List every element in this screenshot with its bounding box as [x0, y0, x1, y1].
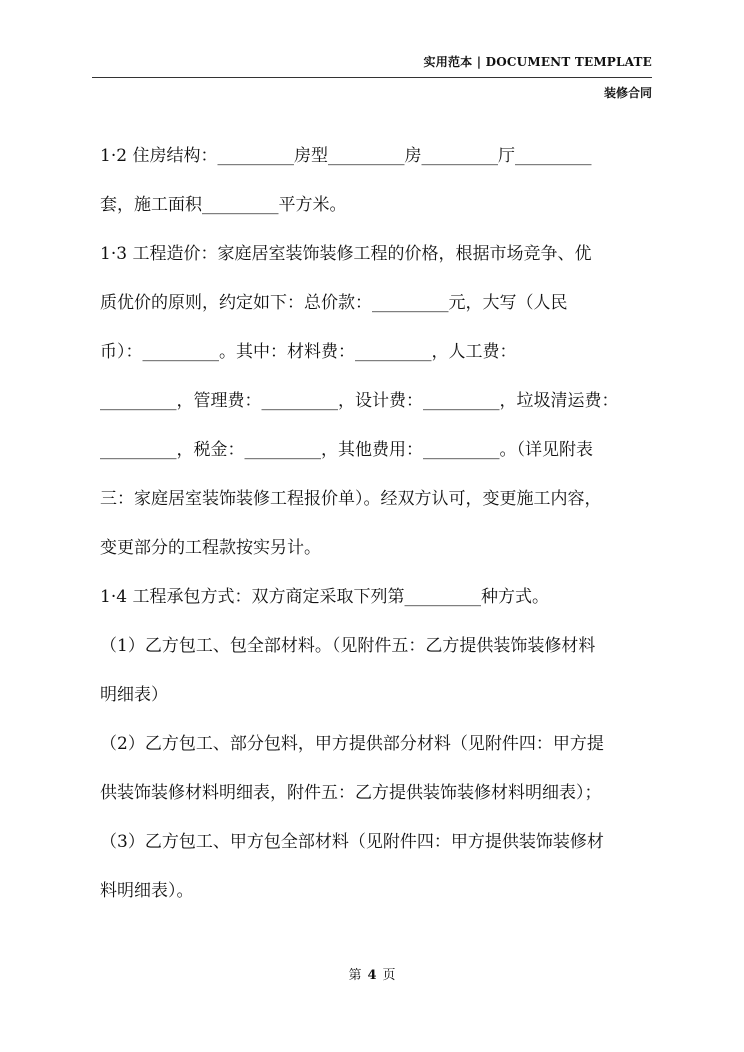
- option-2-line-1: （2）乙方包工、部分包料，甲方提供部分材料（见附件四：甲方提: [100, 734, 604, 754]
- page-footer: [0, 964, 744, 983]
- page-suffix: 页: [382, 968, 396, 983]
- option-2-line-2: 供装饰装修材料明细表，附件五：乙方提供装饰装修材料明细表）；: [100, 783, 602, 803]
- option-1-line-1: （1）乙方包工、包全部材料。（见附件五：乙方提供装饰装修材料: [100, 636, 596, 656]
- option-1-line-2: 明细表）: [100, 685, 168, 705]
- clause-1-3-line-5: _________，税金：_________，其他费用：_________。（详见附表: [100, 440, 593, 460]
- header-divider: [92, 77, 652, 78]
- option-3-line-2: 料明细表）。: [100, 881, 194, 901]
- clause-1-2-line-1: 1·2 住房结构：_________房型_________房_________厅_________: [100, 146, 592, 166]
- page-number: 4: [367, 968, 377, 983]
- document-subtitle: 装修合同: [603, 86, 652, 100]
- clause-1-4-line-1: 1·4 工程承包方式：双方商定采取下列第_________种方式。: [100, 587, 549, 607]
- clause-1-3-line-7: 变更部分的工程款按实另计。: [100, 538, 321, 558]
- option-3-line-1: （3）乙方包工、甲方包全部材料（见附件四：甲方提供装饰装修材: [100, 832, 604, 852]
- page-prefix: 第: [348, 968, 362, 983]
- clause-1-3-line-3: 币）：_________。其中：材料费：_________，人工费：: [100, 342, 517, 362]
- clause-1-3-line-2: 质优价的原则，约定如下：总价款：_________元，大写（人民: [100, 293, 568, 313]
- document-body: [100, 138, 652, 922]
- clause-1-3-line-1: 1·3 工程造价：家庭居室装饰装修工程的价格，根据市场竞争、优: [100, 244, 592, 264]
- header-title: 实用范本 | DOCUMENT TEMPLATE: [423, 55, 652, 69]
- clause-1-3-line-6: 三：家庭居室装饰装修工程报价单）。经双方认可，变更施工内容，: [100, 489, 602, 509]
- clause-1-3-line-4: _________，管理费：_________，设计费：_________，垃圾清运费：: [100, 391, 619, 411]
- clause-1-2-line-2: 套，施工面积_________平方米。: [100, 195, 347, 215]
